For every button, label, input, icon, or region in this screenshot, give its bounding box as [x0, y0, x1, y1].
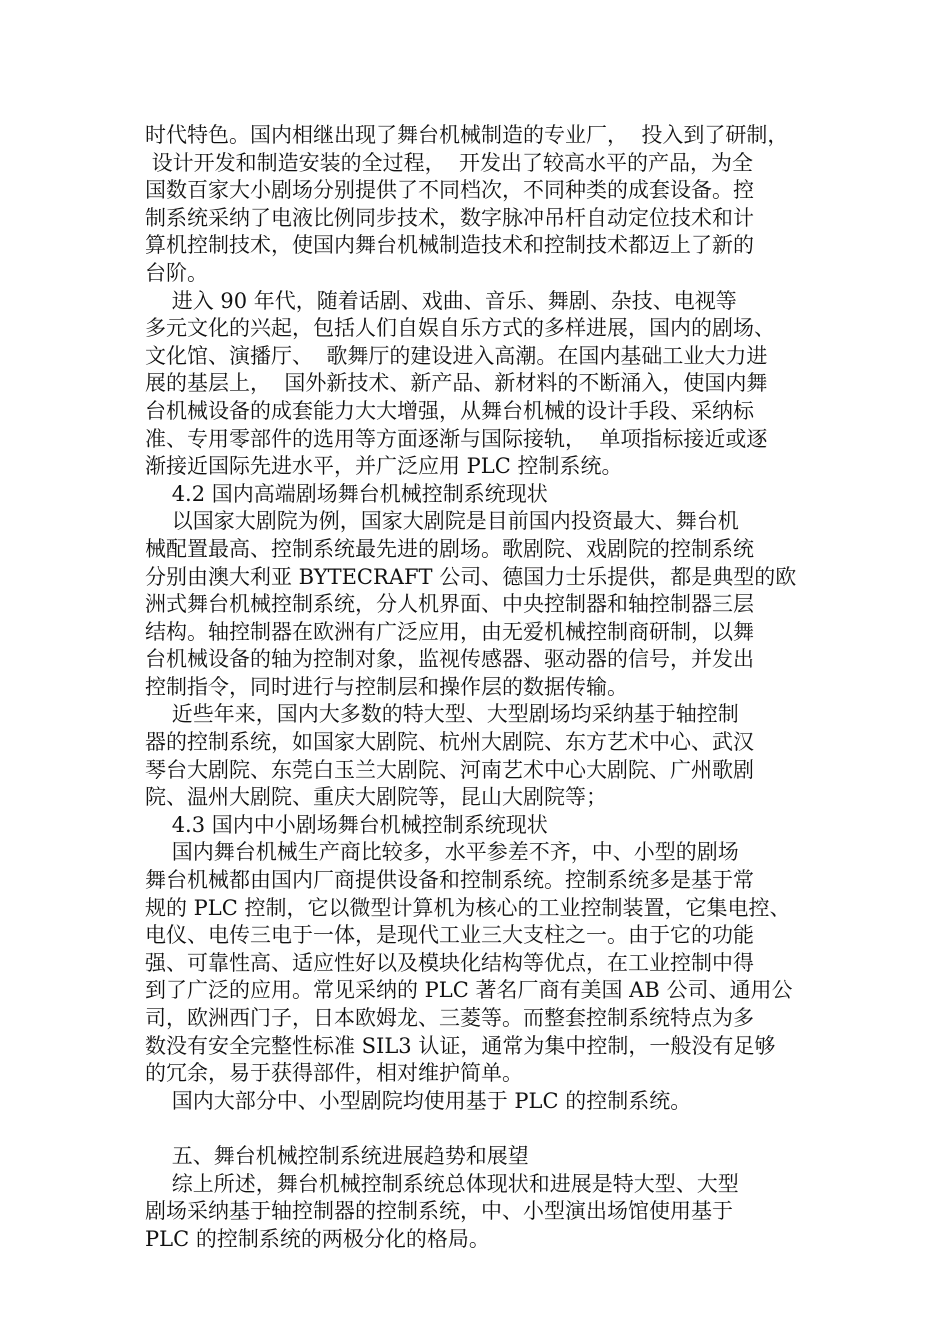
text-line: 制系统采纳了电液比例同步技术，数字脉冲吊杆自动定位技术和计 [145, 205, 754, 230]
text-line: 械配置最高、控制系统最先进的剧场。歌剧院、戏剧院的控制系统 [145, 536, 754, 561]
text-line: 控制指令，同时进行与控制层和操作层的数据传输。 [145, 674, 628, 699]
text-line: 分别由澳大利亚 BYTECRAFT 公司、德国力士乐提供，都是典型的欧 [145, 564, 797, 589]
text-line: 以国家大剧院为例，国家大剧院是目前国内投资最大、舞台机 [145, 509, 739, 534]
text-line: 五、舞台机械控制系统进展趋势和展望 [145, 1143, 529, 1168]
text-line: 数没有安全完整性标准 SIL3 认证，通常为集中控制，一般没有足够 [145, 1033, 776, 1058]
blank-line [145, 1115, 817, 1143]
text-line: 时代特色。国内相继出现了舞台机械制造的专业厂， 投入到了研制， [145, 123, 789, 147]
text-line: 4.2 国内高端剧场舞台机械控制系统现状 [145, 481, 548, 506]
text-line: 国内舞台机械生产商比较多，水平参差不齐，中、小型的剧场 [145, 840, 739, 865]
text-line: 司，欧洲西门子，日本欧姆龙、三菱等。而整套控制系统特点为多 [145, 1006, 754, 1030]
text-line: 剧场采纳基于轴控制器的控制系统，中、小型演出场馆使用基于 [145, 1199, 733, 1224]
text-line: 算机控制技术，使国内舞台机械制造技术和控制技术都迈上了新的 [145, 233, 754, 258]
text-line: 进入 90 年代，随着话剧、戏曲、音乐、舞剧、杂技、电视等 [145, 288, 737, 313]
text-line: 文化馆、演播厅、 歌舞厅的建设进入高潮。在国内基础工业大力进 [145, 343, 768, 368]
text-line: 台机械设备的成套能力大大增强，从舞台机械的设计手段、采纳标 [145, 398, 754, 423]
text-line: 展的基层上， 国外新技术、新产品、新材料的不断涌入，使国内舞 [145, 371, 768, 396]
text-line: 渐接近国际先进水平，并广泛应用 PLC 控制系统。 [145, 454, 623, 479]
text-line: 近些年来，国内大多数的特大型、大型剧场均采纳基于轴控制 [145, 702, 739, 727]
text-line: 国数百家大小剧场分别提供了不同档次，不同种类的成套设备。控 [145, 178, 754, 203]
text-line: 规的 PLC 控制，它以微型计算机为核心的工业控制装置，它集电控、 [145, 895, 791, 920]
text-line: PLC 的控制系统的两极分化的格局。 [145, 1226, 490, 1251]
text-line: 台机械设备的轴为控制对象，监视传感器、驱动器的信号，并发出 [145, 647, 754, 672]
text-line: 的冗余，易于获得部件，相对维护简单。 [145, 1061, 523, 1086]
text-line: 国内大部分中、小型剧院均使用基于 PLC 的控制系统。 [145, 1088, 692, 1113]
document-body-text [145, 122, 817, 1253]
text-line: 电仪、电传三电于一体，是现代工业三大支柱之一。由于它的功能 [145, 923, 754, 948]
text-line: 结构。轴控制器在欧洲有广泛应用，由无爱机械控制商研制，以舞 [145, 619, 754, 644]
text-line: 设计开发和制造安装的全过程， 开发出了较高水平的产品，为全 [145, 150, 754, 175]
text-line: 综上所述，舞台机械控制系统总体现状和进展是特大型、大型 [145, 1171, 739, 1196]
text-line: 器的控制系统，如国家大剧院、杭州大剧院、东方艺术中心、武汉 [145, 730, 754, 755]
text-line: 准、专用零部件的选用等方面逐渐与国际接轨， 单项指标接近或逐 [145, 426, 768, 451]
text-line: 舞台机械都由国内厂商提供设备和控制系统。控制系统多是基于常 [145, 868, 754, 893]
text-line: 4.3 国内中小剧场舞台机械控制系统现状 [145, 812, 548, 837]
text-line: 到了广泛的应用。常见采纳的 PLC 著名厂商有美国 AB 公司、通用公 [145, 978, 793, 1003]
text-line: 强、可靠性高、适应性好以及模块化结构等优点，在工业控制中得 [145, 950, 754, 975]
text-line: 台阶。 [145, 260, 208, 285]
text-line: 院、温州大剧院、重庆大剧院等，昆山大剧院等； [145, 785, 607, 810]
text-line: 多元文化的兴起，包括人们自娱自乐方式的多样进展，国内的剧场、 [145, 316, 775, 341]
text-line: 琴台大剧院、东莞白玉兰大剧院、河南艺术中心大剧院、广州歌剧 [145, 757, 754, 782]
text-line: 洲式舞台机械控制系统，分人机界面、中央控制器和轴控制器三层 [145, 592, 754, 617]
